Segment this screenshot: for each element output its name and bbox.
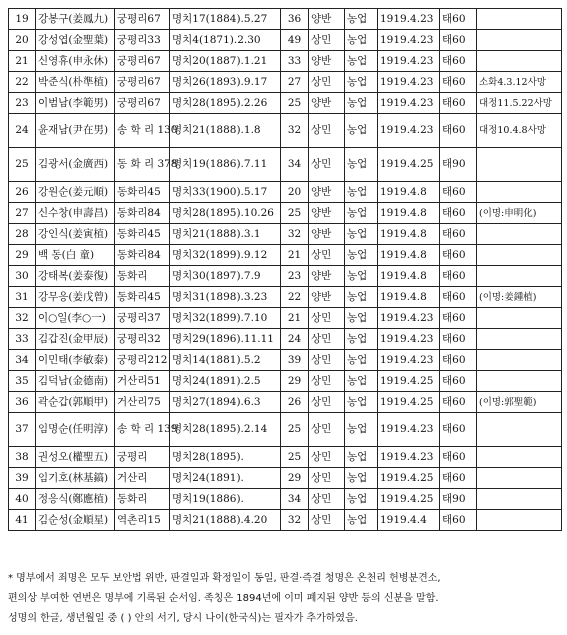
social-class-cell: 상민 [309,392,345,413]
occupation-cell: 농업 [345,350,378,371]
table-row [9,489,562,510]
sentence-cell: 태60 [440,468,477,489]
person-name-cell: 김갑진(金甲辰) [36,329,115,350]
birth-date-cell: 명치14(1881).5.2 [170,350,281,371]
person-name-cell: 이민태(李敏泰) [36,350,115,371]
birth-date-cell: 명치19(1886).7.11 [170,148,281,182]
row-number-cell: 22 [9,72,36,93]
sentence-date-cell: 1919.4.25 [378,148,440,182]
sentence-date-cell: 1919.4.23 [378,51,440,72]
sentence-cell: 태60 [440,266,477,287]
birth-date-cell: 명치27(1894).6.3 [170,392,281,413]
social-class-cell: 상민 [309,148,345,182]
sentence-date-cell: 1919.4.23 [378,93,440,114]
sentence-date-cell: 1919.4.23 [378,30,440,51]
remark-cell [477,51,562,72]
person-name-cell: 김광서(金廣西) [36,148,115,182]
sentence-date-cell: 1919.4.8 [378,224,440,245]
row-number-cell: 33 [9,329,36,350]
sentence-cell: 태60 [440,203,477,224]
person-name-cell: 이○일(李○一) [36,308,115,329]
social-class-cell: 상민 [309,350,345,371]
remark-cell [477,468,562,489]
age-cell: 21 [281,308,309,329]
birth-date-cell: 명치28(1895).2.14 [170,413,281,447]
address-cell: 동 화 리 378 [115,148,170,182]
sentence-date-cell: 1919.4.23 [378,329,440,350]
birth-date-cell: 명치26(1893).9.17 [170,72,281,93]
sentence-cell: 태60 [440,51,477,72]
age-cell: 24 [281,329,309,350]
person-name-cell: 강성엽(金聖葉) [36,30,115,51]
address-cell: 거산리 [115,468,170,489]
age-cell: 26 [281,392,309,413]
table-row [9,266,562,287]
roster-table [8,8,562,531]
address-cell: 동화리45 [115,182,170,203]
row-number-cell: 41 [9,510,36,531]
birth-date-cell: 명치4(1871).2.30 [170,30,281,51]
occupation-cell: 농업 [345,392,378,413]
age-cell: 25 [281,203,309,224]
table-row [9,72,562,93]
person-name-cell: 강무응(姜戊曾) [36,287,115,308]
social-class-cell: 상민 [309,329,345,350]
sentence-date-cell: 1919.4.25 [378,468,440,489]
remark-cell: 소화4.3.12사망 [477,72,562,93]
person-name-cell: 곽순갑(郭順甲) [36,392,115,413]
social-class-cell: 양반 [309,93,345,114]
address-cell: 역촌리15 [115,510,170,531]
sentence-cell: 태60 [440,30,477,51]
row-number-cell: 28 [9,224,36,245]
age-cell: 29 [281,468,309,489]
sentence-date-cell: 1919.4.25 [378,371,440,392]
sentence-date-cell: 1919.4.23 [378,413,440,447]
occupation-cell: 농업 [345,114,378,148]
birth-date-cell: 명치19(1886). [170,489,281,510]
table-row [9,468,562,489]
person-name-cell: 이범남(李範男) [36,93,115,114]
sentence-cell: 태60 [440,392,477,413]
birth-date-cell: 명치21(1888).4.20 [170,510,281,531]
social-class-cell: 양반 [309,224,345,245]
table-row [9,308,562,329]
remark-cell: 대정10.4.8사망 [477,114,562,148]
sentence-date-cell: 1919.4.23 [378,350,440,371]
birth-date-cell: 명치32(1899).7.10 [170,308,281,329]
person-name-cell: 임명순(任明淳) [36,413,115,447]
address-cell: 궁평리67 [115,51,170,72]
person-name-cell: 강인식(姜寅植) [36,224,115,245]
sentence-cell: 태60 [440,224,477,245]
sentence-date-cell: 1919.4.23 [378,72,440,93]
birth-date-cell: 명치33(1900).5.17 [170,182,281,203]
remark-cell [477,245,562,266]
table-row [9,203,562,224]
remark-cell: 대정11.5.22사망 [477,93,562,114]
sentence-cell: 태90 [440,148,477,182]
address-cell: 궁평리67 [115,93,170,114]
remark-cell [477,413,562,447]
person-name-cell: 신영휴(申永休) [36,51,115,72]
person-name-cell: 강원순(姜元順) [36,182,115,203]
social-class-cell: 상민 [309,468,345,489]
social-class-cell: 양반 [309,51,345,72]
age-cell: 34 [281,148,309,182]
person-name-cell: 권성오(權聖五) [36,447,115,468]
remark-cell [477,329,562,350]
birth-date-cell: 명치24(1891).2.5 [170,371,281,392]
social-class-cell: 양반 [309,266,345,287]
address-cell: 궁평리32 [115,329,170,350]
row-number-cell: 35 [9,371,36,392]
sentence-cell: 태60 [440,9,477,30]
birth-date-cell: 명치24(1891). [170,468,281,489]
social-class-cell: 상민 [309,489,345,510]
address-cell: 동화리 [115,489,170,510]
remark-cell [477,510,562,531]
person-name-cell: 강봉구(姜鳳九) [36,9,115,30]
sentence-cell: 태60 [440,510,477,531]
row-number-cell: 27 [9,203,36,224]
sentence-cell: 태60 [440,182,477,203]
occupation-cell: 농업 [345,51,378,72]
table-row [9,371,562,392]
occupation-cell: 농업 [345,203,378,224]
occupation-cell: 농업 [345,72,378,93]
address-cell: 궁평리37 [115,308,170,329]
person-name-cell: 강태복(姜泰復) [36,266,115,287]
sentence-date-cell: 1919.4.25 [378,489,440,510]
row-number-cell: 21 [9,51,36,72]
table-row [9,510,562,531]
birth-date-cell: 명치21(1888).3.1 [170,224,281,245]
address-cell: 동화리45 [115,224,170,245]
sentence-date-cell: 1919.4.8 [378,287,440,308]
birth-date-cell: 명치28(1895).10.26 [170,203,281,224]
footnote-line-2: 편의상 부여한 연번은 명부에 기록된 순서임. 족칭은 1894년에 이미 폐지된 양반 등의 신분을 말함. [8,593,439,604]
occupation-cell: 농업 [345,224,378,245]
sentence-cell: 태60 [440,413,477,447]
social-class-cell: 상민 [309,30,345,51]
remark-cell [477,447,562,468]
table-row [9,51,562,72]
occupation-cell: 농업 [345,9,378,30]
age-cell: 32 [281,114,309,148]
occupation-cell: 농업 [345,447,378,468]
address-cell: 궁평리67 [115,72,170,93]
social-class-cell: 상민 [309,447,345,468]
table-row [9,114,562,148]
sentence-date-cell: 1919.4.25 [378,392,440,413]
remark-cell [477,266,562,287]
social-class-cell: 상민 [309,72,345,93]
age-cell: 25 [281,447,309,468]
address-cell: 궁평리212 [115,350,170,371]
roster-body [9,9,562,531]
sentence-date-cell: 1919.4.8 [378,182,440,203]
sentence-cell: 태90 [440,489,477,510]
table-row [9,182,562,203]
social-class-cell: 양반 [309,182,345,203]
row-number-cell: 30 [9,266,36,287]
row-number-cell: 34 [9,350,36,371]
remark-cell: (이명:姜鍾植) [477,287,562,308]
social-class-cell: 상민 [309,413,345,447]
sentence-cell: 태60 [440,350,477,371]
sentence-cell: 태60 [440,447,477,468]
remark-cell [477,30,562,51]
occupation-cell: 농업 [345,413,378,447]
row-number-cell: 36 [9,392,36,413]
occupation-cell: 농업 [345,266,378,287]
table-row [9,329,562,350]
occupation-cell: 농업 [345,93,378,114]
occupation-cell: 농업 [345,245,378,266]
birth-date-cell: 명치30(1897).7.9 [170,266,281,287]
address-cell: 동화리45 [115,287,170,308]
sentence-cell: 태60 [440,72,477,93]
age-cell: 20 [281,182,309,203]
sentence-date-cell: 1919.4.8 [378,266,440,287]
row-number-cell: 20 [9,30,36,51]
sentence-date-cell: 1919.4.23 [378,114,440,148]
remark-cell [477,489,562,510]
age-cell: 21 [281,245,309,266]
sentence-cell: 태60 [440,93,477,114]
birth-date-cell: 명치20(1887).1.21 [170,51,281,72]
age-cell: 33 [281,51,309,72]
birth-date-cell: 명치17(1884).5.27 [170,9,281,30]
occupation-cell: 농업 [345,148,378,182]
social-class-cell: 양반 [309,9,345,30]
footnote-line-3: 성명의 한글, 생년월일 중 ( ) 안의 서기, 당시 나이(한국식)는 필자가 추가하였음. [8,613,358,624]
occupation-cell: 농업 [345,287,378,308]
address-cell: 거산리75 [115,392,170,413]
table-row [9,447,562,468]
age-cell: 32 [281,510,309,531]
address-cell: 거산리51 [115,371,170,392]
address-cell: 궁평리33 [115,30,170,51]
age-cell: 32 [281,224,309,245]
person-name-cell: 윤재남(尹在男) [36,114,115,148]
age-cell: 25 [281,93,309,114]
row-number-cell: 26 [9,182,36,203]
person-name-cell: 박준식(朴準植) [36,72,115,93]
sentence-date-cell: 1919.4.23 [378,9,440,30]
table-row [9,392,562,413]
birth-date-cell: 명치32(1899).9.12 [170,245,281,266]
row-number-cell: 38 [9,447,36,468]
address-cell: 궁평리67 [115,9,170,30]
social-class-cell: 양반 [309,287,345,308]
table-row [9,30,562,51]
remark-cell [477,9,562,30]
occupation-cell: 농업 [345,371,378,392]
age-cell: 39 [281,350,309,371]
remark-cell [477,182,562,203]
row-number-cell: 29 [9,245,36,266]
birth-date-cell: 명치28(1895). [170,447,281,468]
sentence-cell: 태60 [440,371,477,392]
occupation-cell: 농업 [345,329,378,350]
row-number-cell: 23 [9,93,36,114]
occupation-cell: 농업 [345,182,378,203]
birth-date-cell: 명치31(1898).3.23 [170,287,281,308]
sentence-date-cell: 1919.4.23 [378,447,440,468]
table-row [9,413,562,447]
social-class-cell: 상민 [309,371,345,392]
age-cell: 27 [281,72,309,93]
remark-cell [477,224,562,245]
row-number-cell: 19 [9,9,36,30]
table-row [9,224,562,245]
age-cell: 29 [281,371,309,392]
social-class-cell: 상민 [309,114,345,148]
social-class-cell: 상민 [309,245,345,266]
sentence-cell: 태60 [440,287,477,308]
social-class-cell: 상민 [309,308,345,329]
row-number-cell: 37 [9,413,36,447]
social-class-cell: 양반 [309,203,345,224]
sentence-date-cell: 1919.4.8 [378,203,440,224]
table-row [9,287,562,308]
birth-date-cell: 명치28(1895).2.26 [170,93,281,114]
social-class-cell: 상민 [309,510,345,531]
sentence-cell: 태60 [440,308,477,329]
birth-date-cell: 명치29(1896).11.11 [170,329,281,350]
address-cell: 동화리 [115,266,170,287]
age-cell: 34 [281,489,309,510]
age-cell: 22 [281,287,309,308]
footnote [8,569,561,629]
person-name-cell: 신수창(申壽昌) [36,203,115,224]
row-number-cell: 39 [9,468,36,489]
age-cell: 36 [281,9,309,30]
age-cell: 49 [281,30,309,51]
row-number-cell: 31 [9,287,36,308]
occupation-cell: 농업 [345,30,378,51]
footnote-line-1: * 명부에서 죄명은 모두 보안법 위반, 판결일과 확정일이 동일, 판결·즉결 청명은 온천리 헌병분견소, [8,573,441,584]
address-cell: 송 학 리 139 [115,413,170,447]
sentence-cell: 태60 [440,329,477,350]
address-cell: 동화리84 [115,245,170,266]
address-cell: 동화리84 [115,203,170,224]
table-row [9,93,562,114]
birth-date-cell: 명치21(1888).1.8 [170,114,281,148]
sentence-date-cell: 1919.4.8 [378,245,440,266]
table-row [9,245,562,266]
person-name-cell: 김덕남(金德南) [36,371,115,392]
occupation-cell: 농업 [345,468,378,489]
remark-cell: (이명:申明化) [477,203,562,224]
person-name-cell: 김순성(金順星) [36,510,115,531]
table-row [9,9,562,30]
remark-cell [477,308,562,329]
address-cell: 송 학 리 130 [115,114,170,148]
remark-cell [477,148,562,182]
address-cell: 궁평리 [115,447,170,468]
sentence-cell: 태60 [440,114,477,148]
remark-cell [477,350,562,371]
occupation-cell: 농업 [345,308,378,329]
occupation-cell: 농업 [345,510,378,531]
table-row [9,350,562,371]
sentence-date-cell: 1919.4.4 [378,510,440,531]
sentence-date-cell: 1919.4.23 [378,308,440,329]
remark-cell [477,371,562,392]
occupation-cell: 농업 [345,489,378,510]
sentence-cell: 태60 [440,245,477,266]
row-number-cell: 40 [9,489,36,510]
row-number-cell: 24 [9,114,36,148]
age-cell: 23 [281,266,309,287]
remark-cell: (이명:郭聖範) [477,392,562,413]
table-row [9,148,562,182]
age-cell: 25 [281,413,309,447]
person-name-cell: 임기호(林基鎬) [36,468,115,489]
row-number-cell: 25 [9,148,36,182]
person-name-cell: 백 동(白 童) [36,245,115,266]
person-name-cell: 정응식(鄭應植) [36,489,115,510]
row-number-cell: 32 [9,308,36,329]
